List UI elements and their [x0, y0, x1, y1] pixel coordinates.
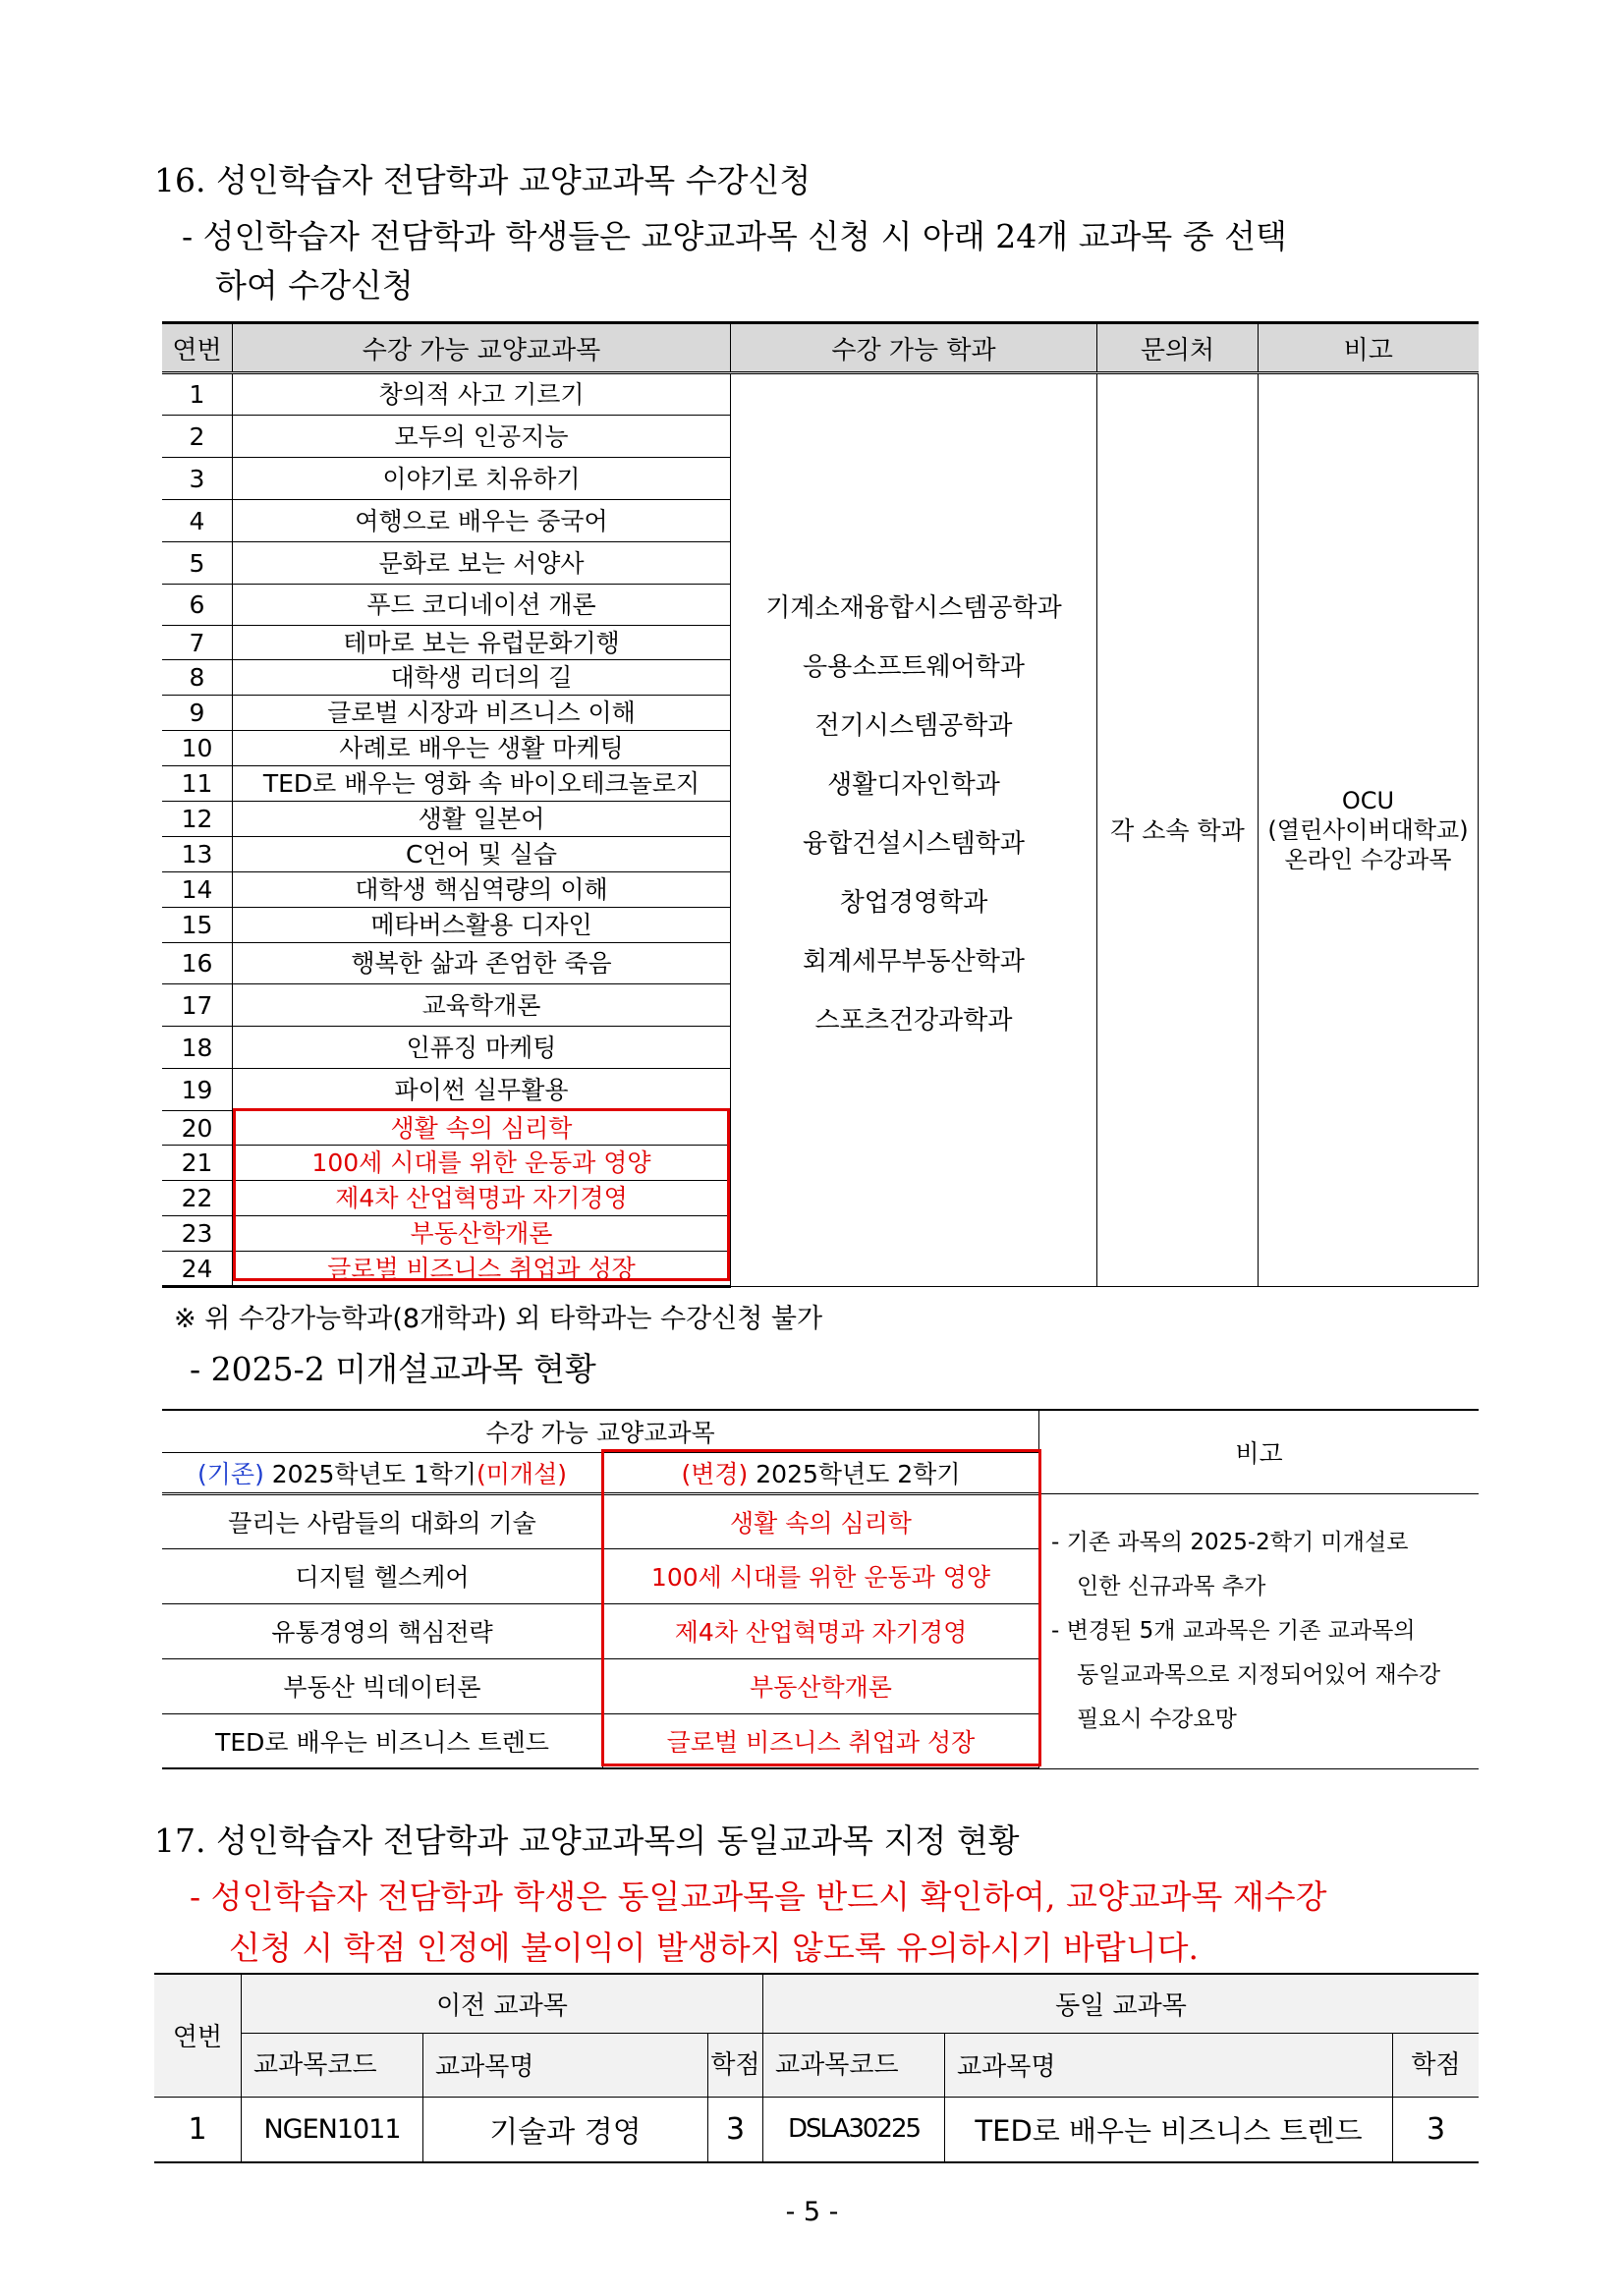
course-name: 사례로 배우는 생활 마케팅: [233, 731, 731, 766]
prev-credit-label: 학점: [708, 2033, 763, 2097]
new-course: 제4차 산업혁명과 자기경영: [603, 1603, 1039, 1658]
department-item: 생활디자인학과: [827, 770, 1000, 800]
course-name: 제4차 산업혁명과 자기경영: [233, 1181, 731, 1216]
row-number: 5: [162, 542, 233, 585]
header-remark: 비고: [1039, 1410, 1480, 1493]
change-note: [1039, 1493, 1480, 1768]
same-code-label: 교과목코드: [763, 2033, 945, 2097]
section17-warning-line2: 신청 시 학점 인정에 불이익이 발생하지 않도록 유의하시기 바랍니다.: [229, 1929, 1199, 1967]
department-item: 응용소프트웨어학과: [802, 652, 1026, 682]
department-item: 기계소재융합시스템공학과: [765, 593, 1062, 623]
old-course: 유통경영의 핵심전략: [162, 1603, 603, 1658]
prev-code-label: 교과목코드: [242, 2033, 423, 2097]
row-number: 17: [162, 984, 233, 1027]
equivalent-courses-table: [154, 1973, 1479, 2163]
table-row: [162, 373, 1479, 416]
header-previous-course: 이전 교과목: [242, 1974, 763, 2033]
department-item: 회계세무부동산학과: [802, 947, 1026, 977]
changed-tag: (변경): [681, 1459, 749, 1488]
row-number: 20: [162, 1111, 233, 1146]
course-name: 파이썬 실무활용: [233, 1069, 731, 1111]
header-department: 수강 가능 학과: [731, 323, 1097, 373]
department-item: 융합건설시스템학과: [802, 829, 1026, 859]
prev-name-label: 교과목명: [423, 2033, 708, 2097]
row-number: 7: [162, 626, 233, 660]
course-name: 교육학개론: [233, 984, 731, 1027]
header-contact: 문의처: [1097, 323, 1259, 373]
row-number: 2: [162, 416, 233, 458]
course-name: 행복한 삶과 존엄한 죽음: [233, 943, 731, 984]
header-no: 연번: [162, 323, 233, 373]
row-number: 22: [162, 1181, 233, 1216]
new-course: 생활 속의 심리학: [603, 1493, 1039, 1548]
row-number: 12: [162, 802, 233, 837]
course-name: 글로벌 시장과 비즈니스 이해: [233, 696, 731, 731]
same-name-label: 교과목명: [945, 2033, 1393, 2097]
header-no: 연번: [154, 1974, 242, 2097]
department-item: 전기시스템공학과: [814, 711, 1013, 741]
row-number: 19: [162, 1069, 233, 1111]
row-number: 6: [162, 585, 233, 626]
course-name: 모두의 인공지능: [233, 416, 731, 458]
page-number: - 5 -: [785, 2197, 839, 2227]
header-course: 수강 가능 교양교과목: [233, 323, 731, 373]
note-line: - 변경된 5개 교과목은 기존 교과목의: [1051, 1617, 1416, 1644]
course-name: 메타버스활용 디자인: [233, 908, 731, 943]
same-credit: 3: [1393, 2097, 1480, 2162]
new-course: 100세 시대를 위한 운동과 영양: [603, 1548, 1039, 1603]
course-name: 생활 일본어: [233, 802, 731, 837]
row-number: 1: [162, 373, 233, 416]
prev-code: NGEN1011: [242, 2097, 423, 2162]
remark-line: OCU: [1341, 787, 1395, 814]
row-number: 16: [162, 943, 233, 984]
row-number: 15: [162, 908, 233, 943]
course-name: 푸드 코디네이션 개론: [233, 585, 731, 626]
prev-name: 기술과 경영: [423, 2097, 708, 2162]
course-name: 테마로 보는 유럽문화기행: [233, 626, 731, 660]
course-name: 이야기로 치유하기: [233, 458, 731, 500]
new-course: 부동산학개론: [603, 1658, 1039, 1713]
row-number: 11: [162, 766, 233, 802]
course-name: 인퓨징 마케팅: [233, 1027, 731, 1069]
department-item: 창업경영학과: [839, 888, 988, 918]
table2-header: [162, 1410, 1479, 1452]
row-number: 9: [162, 696, 233, 731]
section16-desc-line2: 하여 수강신청: [215, 266, 414, 305]
row-number: 23: [162, 1216, 233, 1252]
row-number: 10: [162, 731, 233, 766]
same-name: TED로 배우는 비즈니스 트렌드: [945, 2097, 1393, 2162]
header-course: 수강 가능 교양교과목: [162, 1410, 1039, 1452]
old-course: 끌리는 사람들의 대화의 기술: [162, 1493, 603, 1548]
section16-title: 16. 성인학습자 전담학과 교양교과목 수강신청: [154, 161, 812, 199]
unopened-courses-title: - 2025-2 미개설교과목 현황: [190, 1350, 596, 1388]
row-number: 21: [162, 1146, 233, 1181]
course-name: 부동산학개론: [233, 1216, 731, 1252]
new-semester: 2025학년도 2학기: [748, 1459, 961, 1488]
table3-subheader: [154, 2033, 1479, 2097]
course-name: 문화로 보는 서양사: [233, 542, 731, 585]
note-line: 인한 신규과목 추가: [1077, 1573, 1266, 1599]
header-remark: 비고: [1259, 323, 1479, 373]
row-number: 18: [162, 1027, 233, 1069]
row-number: 3: [162, 458, 233, 500]
course-name: 100세 시대를 위한 운동과 영양: [233, 1146, 731, 1181]
course-name: TED로 배우는 영화 속 바이오테크놀로지: [233, 766, 731, 802]
unopened-tag: (미개설): [476, 1459, 567, 1488]
same-credit-label: 학점: [1393, 2033, 1480, 2097]
old-semester: 2025학년도 1학기: [263, 1459, 477, 1488]
prev-credit: 3: [708, 2097, 763, 2162]
remark-line: 온라인 수강과목: [1284, 846, 1452, 873]
remark-cell: [1259, 373, 1479, 1287]
department-item: 스포츠건강과학과: [814, 1006, 1013, 1036]
section16-desc-line1: - 성인학습자 전담학과 학생들은 교양교과목 신청 시 아래 24개 교과목 중 선택: [182, 217, 1287, 255]
old-tag: (기존): [197, 1459, 264, 1488]
course-name: 대학생 핵심역량의 이해: [233, 872, 731, 908]
course-name: 창의적 사고 기르기: [233, 373, 731, 416]
row-number: 4: [162, 500, 233, 542]
highlight-box-new-courses: [233, 1108, 730, 1281]
row-number: 8: [162, 660, 233, 696]
old-course: 부동산 빅데이터론: [162, 1658, 603, 1713]
table1-header: [162, 323, 1479, 373]
old-course: TED로 배우는 비즈니스 트렌드: [162, 1713, 603, 1768]
note-line: - 기존 과목의 2025-2학기 미개설로: [1051, 1529, 1409, 1555]
table3-header: [154, 1974, 1479, 2033]
section17-warning-line1: - 성인학습자 전담학과 학생은 동일교과목을 반드시 확인하여, 교양교과목 재수강: [190, 1877, 1327, 1916]
table-row: [154, 2097, 1479, 2162]
course-name: C언어 및 실습: [233, 837, 731, 872]
new-course: 글로벌 비즈니스 취업과 성장: [603, 1713, 1039, 1768]
contact-cell: 각 소속 학과: [1097, 373, 1259, 1287]
course-name: 글로벌 비즈니스 취업과 성장: [233, 1252, 731, 1287]
row-number: 24: [162, 1252, 233, 1287]
row-number: 14: [162, 872, 233, 908]
old-course: 디지털 헬스케어: [162, 1548, 603, 1603]
same-code: DSLA30225: [763, 2097, 945, 2162]
department-restriction-note: ※ 위 수강가능학과(8개학과) 외 타학과는 수강신청 불가: [174, 1304, 823, 1334]
highlight-box-changed-courses: [601, 1449, 1041, 1766]
section17-title: 17. 성인학습자 전담학과 교양교과목의 동일교과목 지정 현황: [154, 1821, 1020, 1860]
row-number: 1: [154, 2097, 242, 2162]
course-name: 여행으로 배우는 중국어: [233, 500, 731, 542]
course-name: 생활 속의 심리학: [233, 1111, 731, 1146]
note-line: 동일교과목으로 지정되어있어 재수강: [1077, 1661, 1441, 1688]
header-equivalent-course: 동일 교과목: [763, 1974, 1480, 2033]
header-old-semester: [162, 1452, 603, 1493]
remark-line: (열린사이버대학교): [1267, 816, 1469, 844]
row-number: 13: [162, 837, 233, 872]
course-name: 대학생 리더의 길: [233, 660, 731, 696]
department-list: [731, 373, 1097, 1287]
note-line: 필요시 수강요망: [1077, 1706, 1237, 1732]
